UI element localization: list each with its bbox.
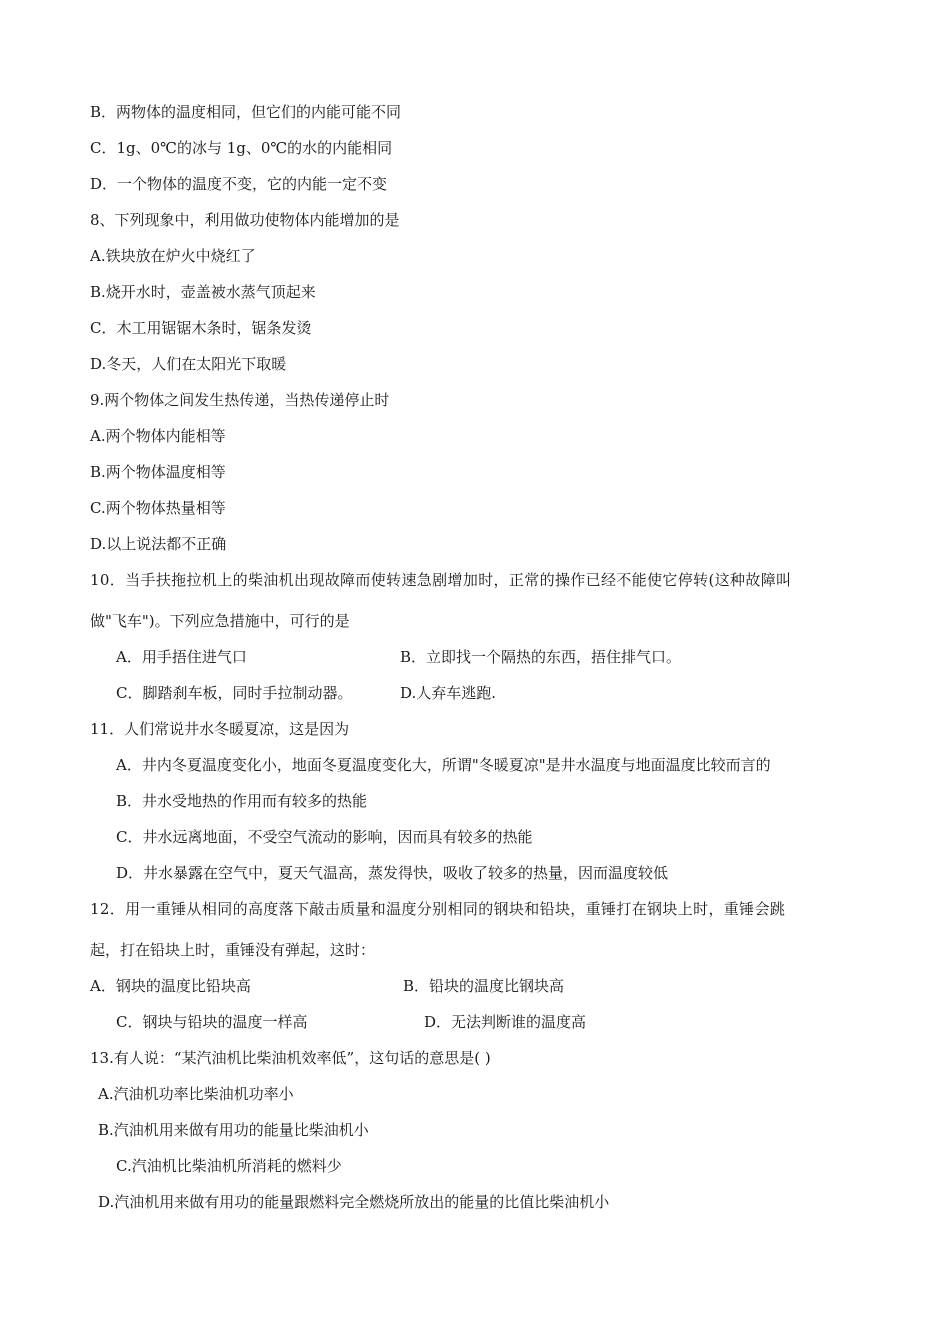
q8-stem: 8、下列现象中，利用做功使物体内能增加的是	[90, 211, 400, 229]
q8-option-a: A.铁块放在炉火中烧红了	[90, 247, 256, 265]
q12-option-a: A．钢块的温度比铅块高	[90, 977, 251, 995]
q12-stem-line1: 12．用一重锤从相同的高度落下敲击质量和温度分别相同的钢块和铅块，重锤打在钢块上时，重锤会跳	[90, 900, 786, 918]
q8-option-c: C．木工用锯锯木条时，锯条发烫	[90, 319, 312, 337]
q9-option-a: A.两个物体内能相等	[90, 427, 226, 445]
q12-option-c: C．钢块与铅块的温度一样高	[116, 1013, 308, 1031]
q10-option-b: B．立即找一个隔热的东西，捂住排气口。	[400, 648, 682, 666]
q13-option-c: C.汽油机比柴油机所消耗的燃料少	[116, 1157, 342, 1175]
q7-option-d: D．一个物体的温度不变，它的内能一定不变	[90, 175, 388, 193]
q8-option-d: D.冬天，人们在太阳光下取暖	[90, 355, 287, 373]
q9-option-b: B.两个物体温度相等	[90, 463, 226, 481]
q7-option-c: C．1g、0℃的冰与 1g、0℃的水的内能相同	[90, 139, 393, 157]
q7-option-b: B．两物体的温度相同，但它们的内能可能不同	[90, 103, 402, 121]
q11-option-c: C．井水远离地面，不受空气流动的影响，因而具有较多的热能	[116, 828, 533, 846]
q10-stem-line1: 10．当手扶拖拉机上的柴油机出现故障而使转速急剧增加时，正常的操作已经不能使它停转(这种故障叫	[90, 571, 792, 589]
q10-stem-line2: 做"飞车")。下列应急措施中，可行的是	[90, 612, 350, 630]
q11-stem: 11．人们常说井水冬暖夏凉，这是因为	[90, 720, 350, 738]
q11-option-b: B．井水受地热的作用而有较多的热能	[116, 792, 368, 810]
q8-option-b: B.烧开水时，壶盖被水蒸气顶起来	[90, 283, 316, 301]
q10-option-c: C．脚踏刹车板，同时手拉制动器。	[116, 684, 353, 702]
q13-option-a: A.汽油机功率比柴油机功率小	[98, 1085, 294, 1103]
q10-option-d: D.人弃车逃跑.	[400, 684, 497, 702]
q9-option-d: D.以上说法都不正确	[90, 535, 227, 553]
q13-option-b: B.汽油机用来做有用功的能量比柴油机小	[98, 1121, 369, 1139]
q12-stem-line2: 起，打在铅块上时，重锤没有弹起，这时：	[90, 941, 376, 959]
q11-option-d: D．井水暴露在空气中，夏天气温高，蒸发得快，吸收了较多的热量，因而温度较低	[116, 864, 669, 882]
q13-stem: 13.有人说：“某汽油机比柴油机效率低”，这句话的意思是( )	[90, 1049, 491, 1067]
q13-option-d: D.汽油机用来做有用功的能量跟燃料完全燃烧所放出的能量的比值比柴油机小	[98, 1193, 610, 1211]
q12-option-d: D．无法判断谁的温度高	[424, 1013, 587, 1031]
q9-stem: 9.两个物体之间发生热传递，当热传递停止时	[90, 391, 390, 409]
q12-option-b: B．铅块的温度比钢块高	[403, 977, 565, 995]
q10-option-a: A．用手捂住进气口	[116, 648, 247, 666]
q9-option-c: C.两个物体热量相等	[90, 499, 226, 517]
q11-option-a: A．井内冬夏温度变化小，地面冬夏温度变化大，所谓"冬暖夏凉"是井水温度与地面温度比较而言的	[116, 756, 771, 774]
